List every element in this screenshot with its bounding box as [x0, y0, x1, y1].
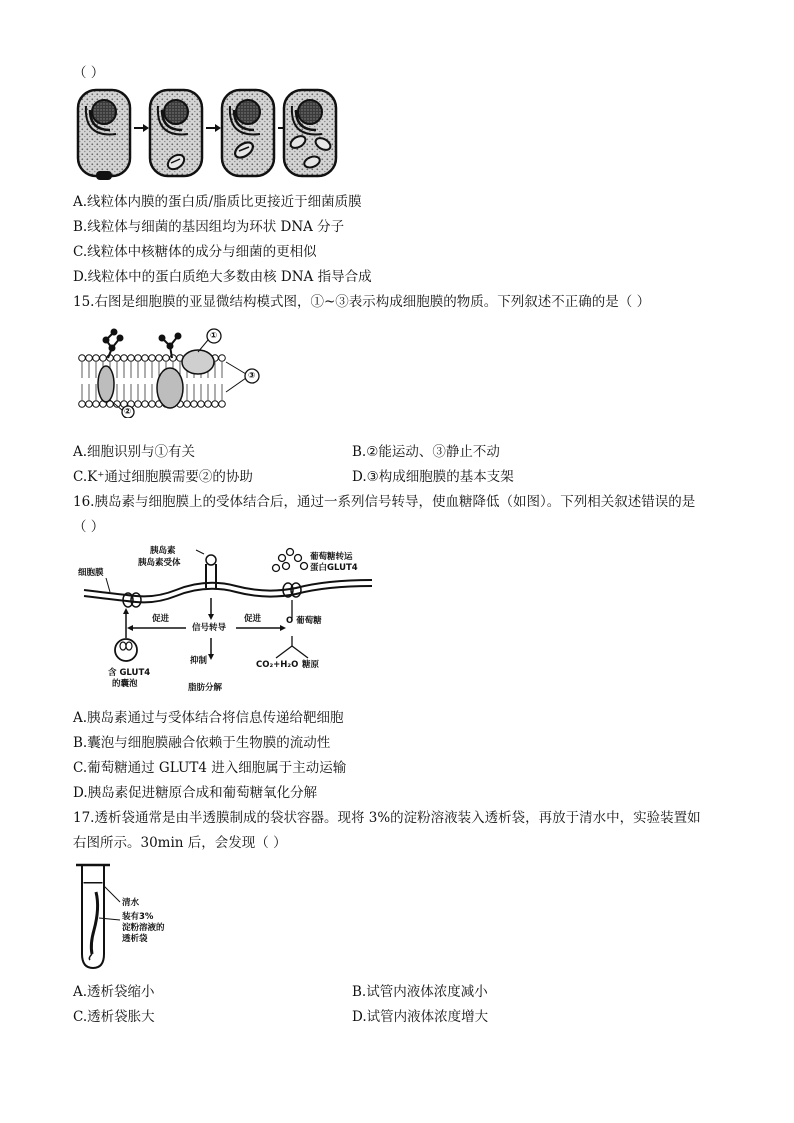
label-vesicle-line1: 含 GLUT4 — [108, 668, 151, 678]
q17-option-d[interactable]: D.试管内液体浓度增大 — [352, 1009, 489, 1025]
label-vesicle-line2: 的囊泡 — [112, 679, 138, 689]
label-receptor: 胰岛素受体 — [138, 558, 181, 568]
q15-option-d[interactable]: D.③构成细胞膜的基本支架 — [352, 469, 514, 485]
cell-stage-2 — [150, 90, 202, 176]
q14-option-c[interactable]: C.线粒体中核糖体的成分与细菌的更相似 — [73, 244, 317, 260]
label-bag-line1: 装有3% — [122, 912, 154, 922]
q17-option-a[interactable]: A.透析袋缩小 — [73, 984, 155, 1000]
label-promote-right: 促进 — [244, 614, 262, 624]
q16-stem-line1: 16.胰岛素与细胞膜上的受体结合后，通过一系列信号转导，使血糖降低（如图）。下列相关叙述错误的是 — [73, 494, 696, 510]
q16-option-a[interactable]: A.胰岛素通过与受体结合将信息传递给靶细胞 — [73, 710, 344, 726]
q17-test-tube-figure — [74, 862, 174, 972]
label-insulin: 胰岛素 — [150, 546, 176, 556]
q15-membrane-figure — [76, 318, 266, 418]
q17-option-c[interactable]: C.透析袋胀大 — [73, 1009, 155, 1025]
q17-stem-line1: 17.透析袋通常是由半透膜制成的袋状容器。现将 3%的淀粉溶液装入透析袋，再放于清水中，实验装置如 — [73, 810, 701, 826]
label-bag-line3: 透析袋 — [122, 934, 148, 944]
q16-option-d[interactable]: D.胰岛素促进糖原合成和葡萄糖氧化分解 — [73, 785, 318, 801]
q16-stem-line2: （ ） — [73, 519, 105, 535]
label-glut4-line1: 葡萄糖转运 — [310, 552, 353, 562]
label-signal: 信号转导 — [192, 623, 227, 633]
cell-stage-1 — [78, 90, 130, 180]
q15-stem: 15.右图是细胞膜的亚显微结构模式图，①~③表示构成细胞膜的物质。下列叙述不正确的是（ ） — [73, 294, 651, 310]
q15-option-a[interactable]: A.细胞识别与①有关 — [73, 444, 196, 460]
q15-option-c[interactable]: C.K⁺通过细胞膜需要②的协助 — [73, 469, 253, 485]
label-1: ① — [210, 331, 218, 341]
q16-option-b[interactable]: B.囊泡与细胞膜融合依赖于生物膜的流动性 — [73, 735, 331, 751]
q14-option-a[interactable]: A.线粒体内膜的蛋白质/脂质比更接近于细菌质膜 — [73, 194, 362, 210]
label-co2: CO₂+H₂O — [256, 660, 299, 670]
label-membrane: 细胞膜 — [78, 568, 104, 578]
label-fat: 脂肪分解 — [188, 683, 223, 693]
q16-insulin-figure — [76, 546, 376, 696]
label-bag-line2: 淀粉溶液的 — [122, 923, 165, 933]
q17-stem-line2: 右图所示。30min 后，会发现（ ） — [73, 835, 287, 851]
label-water: 清水 — [122, 898, 140, 908]
q14-endosymbiosis-figure — [76, 88, 338, 188]
label-inhibit: 抑制 — [190, 656, 208, 666]
q15-option-b[interactable]: B.②能运动、③静止不动 — [352, 444, 500, 460]
cell-stage-3 — [222, 90, 274, 176]
label-2: ② — [124, 407, 132, 417]
q14-stem-tail: （ ） — [73, 65, 105, 81]
cell-stage-4 — [284, 90, 336, 176]
label-3: ③ — [248, 371, 256, 381]
q17-option-b[interactable]: B.试管内液体浓度减小 — [352, 984, 488, 1000]
label-promote-left: 促进 — [152, 614, 170, 624]
label-glycogen: 糖原 — [302, 660, 320, 670]
label-glucose: O 葡萄糖 — [286, 616, 322, 626]
q16-option-c[interactable]: C.葡萄糖通过 GLUT4 进入细胞属于主动运输 — [73, 760, 347, 776]
q14-option-d[interactable]: D.线粒体中的蛋白质绝大多数由核 DNA 指导合成 — [73, 269, 372, 285]
label-glut4-line2: 蛋白GLUT4 — [310, 563, 358, 573]
q14-option-b[interactable]: B.线粒体与细菌的基因组均为环状 DNA 分子 — [73, 219, 345, 235]
